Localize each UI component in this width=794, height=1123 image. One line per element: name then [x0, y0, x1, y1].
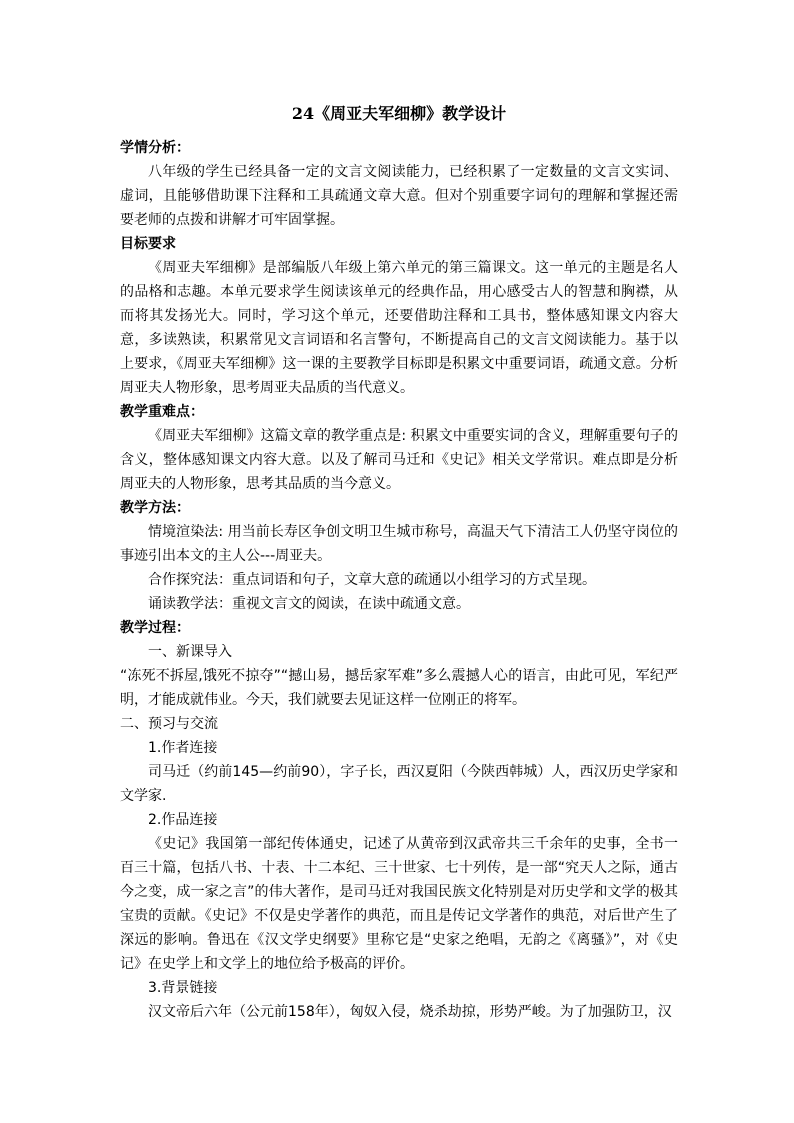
paragraph: 情境渲染法: 用当前长寿区争创文明卫生城市称号，高温天气下清洁工人仍坚守岗位的事迹引出本文的主人公---周亚夫。 [120, 524, 678, 564]
paragraph: 八年级的学生已经具备一定的文言文阅读能力，已经积累了一定数量的文言文实词、虚词，且能够借助课下注释和工具疏通文章大意。但对个别重要字词句的理解和掌握还需要老师的点拨和讲解才可牢固掌握。 [120, 164, 678, 228]
paragraph: “冻死不拆屋,饿死不掠夺”“撼山易，撼岳家军难”多么震撼人心的语言，由此可见，军纪严明，才能成就伟业。今天，我们就要去见证这样一位刚正的将军。 [120, 668, 678, 708]
sub-heading: 1.作者连接 [148, 740, 218, 756]
paragraph: 《周亚夫军细柳》是部编版八年级上第六单元的第三篇课文。这一单元的主题是名人的品格和志趣。本单元要求学生阅读该单元的经典作品，用心感受古人的智慧和胸襟，从而将其发扬光大。同时，学习这个单元，还要借助注释和工具书，整体感知课文内容大意，多读熟读，积累常见文言词语和名言警句，不断提高自己的文言文阅读能力。基于以上要求，《周亚夫军细柳》这一课的主要教学目标即是积累文中重要词语，疏通文意。分析周亚夫人物形象，思考周亚夫品质的当代意义。 [120, 260, 678, 396]
paragraph: 司马迁（约前145—约前90），字子长，西汉夏阳（今陕西韩城）人，西汉历史学家和文学家. [120, 764, 678, 804]
document-page [120, 102, 678, 1024]
sub-heading: 3.背景链接 [148, 980, 218, 996]
paragraph: 《史记》我国第一部纪传体通史，记述了从黄帝到汉武帝共三千余年的史事，全书一百三十篇，包括八书、十表、十二本纪、三十世家、七十列传，是一部“究天人之际，通古今之变，成一家之言”的伟大著作，是司马迁对我国民族文化特别是对历史学和文学的极其宝贵的贡献。《史记》不仅是史学著作的典范，而且是传记文学著作的典范，对后世产生了深远的影响。鲁迅在《汉文学史纲要》里称它是“史家之绝唱，无韵之《离骚》”，对《史记》在史学上和文学上的地位给予极高的评价。 [120, 836, 678, 972]
paragraph: 汉文帝后六年（公元前158年），匈奴入侵，烧杀劫掠，形势严峻。为了加强防卫，汉 [148, 1004, 672, 1020]
step-heading: 二、预习与交流 [120, 716, 218, 732]
step-heading: 一、新课导入 [148, 644, 232, 660]
paragraph: 诵读教学法：重视文言文的阅读，在读中疏通文意。 [148, 596, 470, 612]
section-heading-methods: 教学方法： [120, 500, 190, 516]
sub-heading: 2.作品连接 [148, 812, 218, 828]
document-title: 24《周亚夫军细柳》教学设计 [291, 104, 507, 123]
section-heading-goals: 目标要求 [120, 236, 176, 252]
paragraph: 《周亚夫军细柳》这篇文章的教学重点是: 积累文中重要实词的含义，理解重要句子的含义，整体感知课文内容大意。以及了解司马迁和《史记》相关文学常识。难点即是分析周亚夫的人物形象，思考其品质的当今意义。 [120, 428, 678, 492]
section-heading-learner-analysis: 学情分析： [120, 140, 190, 156]
section-heading-key-points: 教学重难点： [120, 404, 204, 420]
paragraph: 合作探究法：重点词语和句子，文章大意的疏通以小组学习的方式呈现。 [148, 572, 596, 588]
section-heading-process: 教学过程： [120, 620, 190, 636]
